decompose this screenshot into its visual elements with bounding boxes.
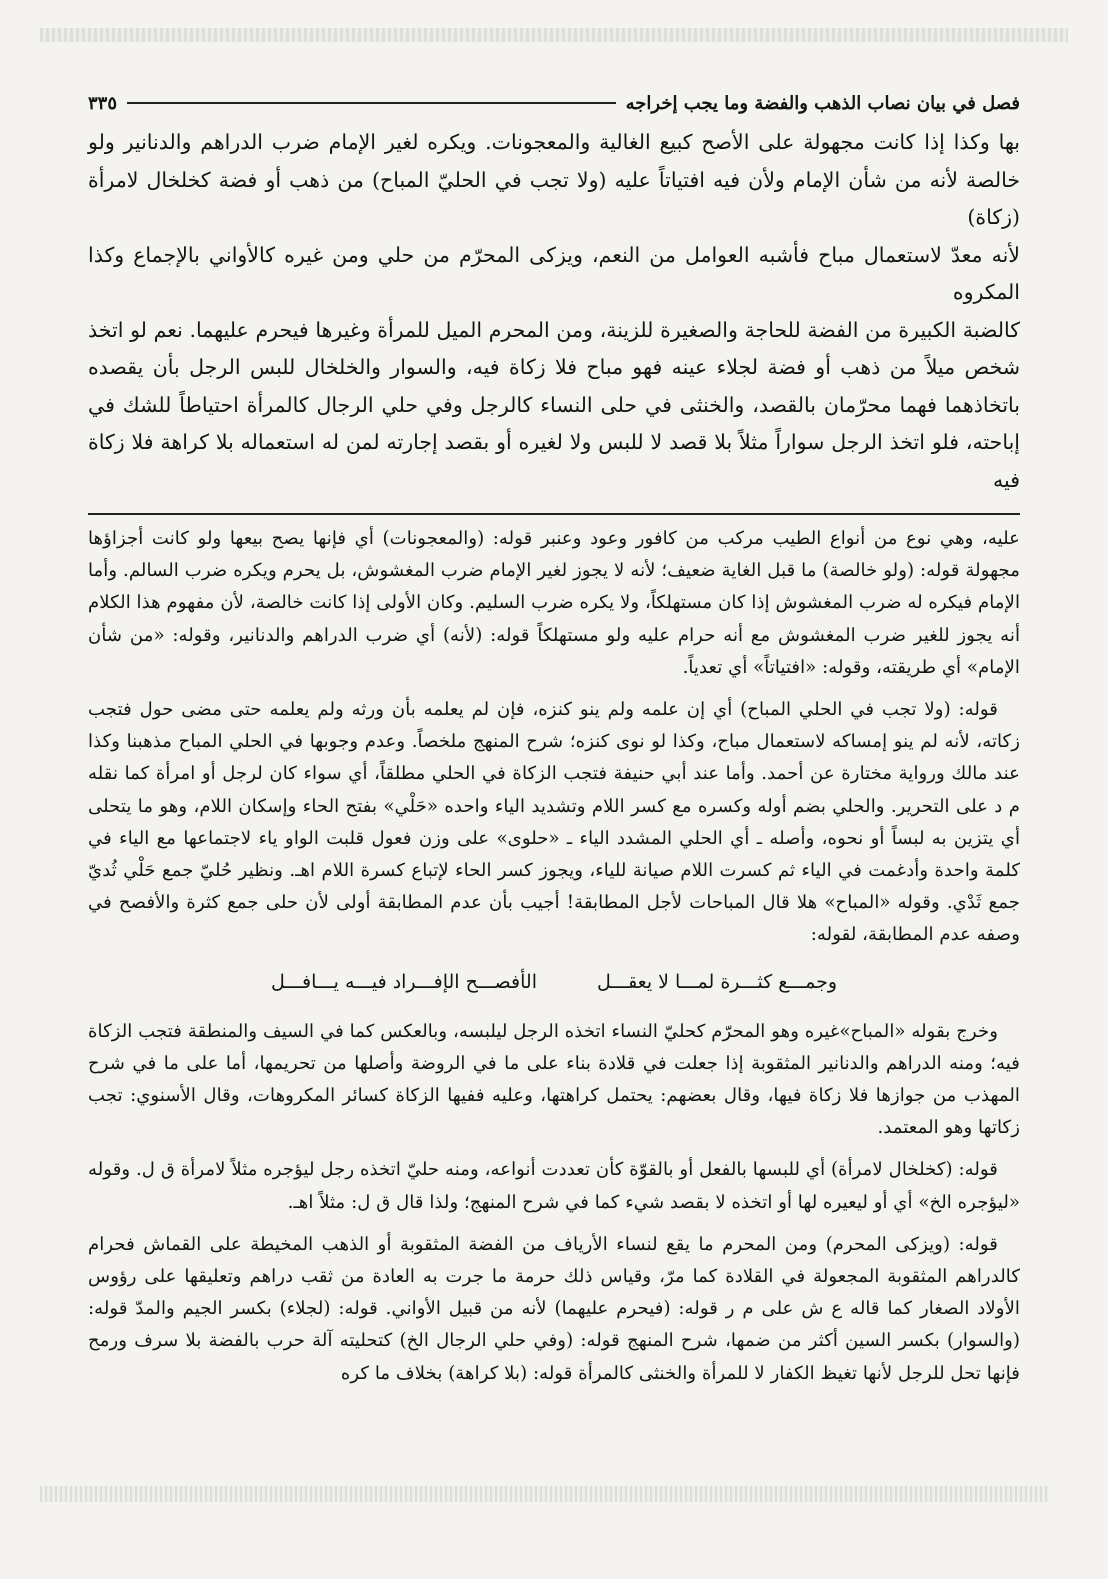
poem-hemistich-right: وجمـــع كثـــرة لمـــا لا يعقـــل — [596, 970, 838, 993]
page-number: ٣٣٥ — [88, 92, 118, 114]
running-header — [88, 86, 1020, 120]
main-text-line: كالضبة الكبيرة من الفضة للحاجة والصغيرة للزينة، ومن المحرم الميل للمرأة وغيرها فيحرم عليهما. نعم لو اتخذ — [88, 317, 1020, 342]
scan-artifact-top — [40, 28, 1068, 42]
main-text-line: شخص ميلاً من ذهب أو فضة لجلاء عينه فهو مباح فلا زكاة فيه، والسوار والخلخال للبس الرجل بأن يقصده — [88, 355, 1020, 379]
commentary — [88, 523, 1020, 1390]
commentary-paragraph: وخرج بقوله «المباح»غيره وهو المحرّم كحليّ النساء اتخذه الرجل ليلبسه، وبالعكس كما في السيف والمنطقة فتجب الزكاة فيه؛ ومنه الدراهم والدنانير المثقوبة إذا جعلت في قلادة بناء على ما في الروضة وأصلها من تحريمها، أما على ما في شرح المهذب من جوازها فلا زكاة فيها، وقال بعضهم: يحتمل كراهتها، وعليه ففيها الزكاة كسائر المكروهات، وقال الأسنوي: تجب زكاتها وهو المعتمد. — [88, 1020, 1020, 1139]
main-text-line: خالصة لأنه من شأن الإمام ولأن فيه افتياتاً عليه (ولا تجب في الحليّ المباح) من ذهب أو فضة كخلخال لامرأة (زكاة) — [88, 167, 1020, 229]
commentary-paragraph: عليه، وهي نوع من أنواع الطيب مركب من كافور وعود وعنبر قوله: (والمعجونات) أي فإنها يصح بيعها ولو كانت أجزاؤها مجهولة قوله: (ولو خالصة) ما قبل الغاية ضعيف؛ لأنه لا يجوز لغير الإمام ضرب المغشوش، بل يحرم ويكره ضرب السالم. وأما الإمام فيكره له ضرب المغشوش إذا كان مستهلكاً، ولا يكره ضرب السليم. وكان الأولى إذا كانت خالصة، لأن مفهوم هذا الكلام أنه يجوز للغير ضرب المغشوش مع أنه حرام عليه ولو مستهلكاً قوله: (لأنه) أي ضرب الدراهم والدنانير، وقوله: «من شأن الإمام» أي طريقته، وقوله: «افتياتاً» أي تعدياً. — [88, 528, 1020, 678]
poem-verse — [88, 962, 1020, 1002]
section-divider — [88, 513, 1020, 515]
main-text — [88, 124, 1020, 499]
main-text-line: بها وكذا إذا كانت مجهولة على الأصح كبيع الغالية والمعجونات. ويكره لغير الإمام ضرب الدراهم والدنانير ولو — [88, 130, 1020, 154]
scan-artifact-bottom — [40, 1486, 1048, 1502]
main-text-line: لأنه معدّ لاستعمال مباح فأشبه العوامل من النعم، ويزكى المحرّم من حلي ومن غيره كالأواني بالإجماع وكذا المكروه — [88, 242, 1020, 304]
chapter-title: فصل في بيان نصاب الذهب والفضة وما يجب إخراجه — [625, 92, 1020, 114]
commentary-paragraph: قوله: (ويزكى المحرم) ومن المحرم ما يقع لنساء الأرياف من الفضة المثقوبة أو الذهب المخيطة على القماش فحرام كالدراهم المثقوبة المجعولة في القلادة كما مرّ، وقياس ذلك حرمة ما جرت به العادة من ثقب دراهم وتعليقها على رؤوس الأولاد الصغار كما قاله ع ش على م ر قوله: (فيحرم عليهما) لأنه من قبيل الأواني. قوله: (لجلاء) بكسر الجيم والمدّ قوله: (والسوار) بكسر السين أكثر من ضمها، شرح المنهج قوله: (وفي حلي الرجال الخ) كتحليته آلة حرب بالفضة بلا سرف ورمح فإنها تحل للرجل لأنها تغيظ الكفار لا للمرأة والخنثى كالمرأة قوله: (بلا كراهة) بخلاف ما كره — [88, 1233, 1020, 1384]
book-page — [88, 86, 1020, 1400]
poem-hemistich-left: الأفصـــح الإفـــراد فيـــه يـــافـــل — [270, 970, 537, 993]
commentary-paragraph: قوله: (ولا تجب في الحلي المباح) أي إن علمه ولم ينو كنزه، فإن لم يعلمه بأن ورثه ولم يعلمه حتى مضى حول فتجب زكاته، لأنه لم ينو إمساكه لاستعمال مباح، وكذا لو نوى كنزه؛ شرح المنهج ملخصاً. وعدم وجوبها في الحلي المباح مذهبنا وكذا عند مالك ورواية مختارة عن أحمد. وأما عند أبي حنيفة فتجب الزكاة في الحلي مطلقاً، أي سواء كان لرجل أو امرأة كما نقله م د على التحرير. والحلي بضم أوله وكسره مع كسر اللام وتشديد الياء واحده «حَلْي» بفتح الحاء وإسكان اللام، وهو ما يتحلى أي يتزين به لبساً أو نحوه، وأصله ـ أي الحلي المشدد الياء ـ «حلوى» على وزن فعول قلبت الواو ياء لاجتماعها مع الياء في كلمة واحدة وأدغمت في الياء ثم كسرت اللام صيانة للياء، ويجوز كسر الحاء لإتباع كسرة اللام اهـ. ونظير حُليّ جمع حَلْي ثُديّ جمع ثَدْي. وقوله «المباح» هلا قال المباحات لأجل المطابقة! أجيب بأن عدم المطابقة أولى لأن حلى جمع كثرة والأفصح في وصفه عدم المطابقة، لقوله: — [88, 699, 1020, 946]
commentary-paragraph: قوله: (كخلخال لامرأة) أي للبسها بالفعل أو بالقوّة كأن تعددت أنواعه، ومنه حليّ اتخذه رجل ليؤجره مثلاً لامرأة ق ل. وقوله «ليؤجره الخ» أي أو ليعيره لها أو اتخذه لا بقصد شيء كما في شرح المنهج؛ ولذا قال ق ل: مثلاً اهـ. — [88, 1159, 1020, 1213]
main-text-line: باتخاذهما فهما محرّمان بالقصد، والخنثى في حلى النساء كالرجل وفي حلي الرجال كالمرأة احتياطاً للشك في — [88, 392, 1020, 417]
header-rule — [127, 102, 616, 104]
main-text-line: إباحته، فلو اتخذ الرجل سواراً مثلاً بلا قصد لا للبس ولا لغيره أو بقصد إجارته لمن له استعماله بلا كراهة فلا زكاة فيه — [88, 430, 1020, 492]
